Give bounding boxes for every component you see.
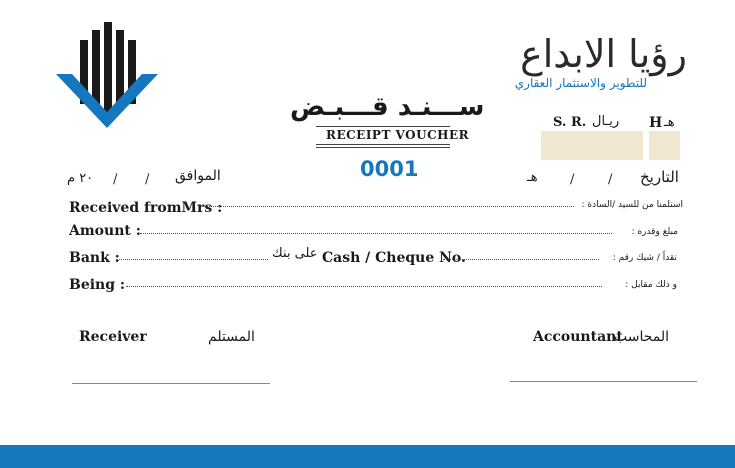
accountant-label-ar: المحاسب bbox=[614, 329, 670, 345]
cheque-line[interactable] bbox=[443, 259, 599, 260]
riyal-amount-box[interactable] bbox=[541, 131, 643, 160]
bank-label-ar: على بنك bbox=[272, 246, 318, 261]
date-slash-3: / bbox=[145, 172, 150, 187]
voucher-title-ar: ســـنـد قـــبـض bbox=[290, 92, 485, 122]
date-slash-2: / bbox=[570, 172, 575, 187]
bank-line[interactable] bbox=[116, 259, 268, 260]
voucher-title-en: RECEIPT VOUCHER bbox=[326, 128, 470, 142]
receiver-label: Receiver bbox=[79, 329, 147, 345]
receiver-label-ar: المستلم bbox=[208, 329, 255, 345]
gregorian-suffix: ٢٠ م bbox=[67, 171, 94, 186]
cheque-label-ar: نقداً / شيك رقم : bbox=[612, 253, 677, 263]
received-from-label: Received fromMrs : bbox=[69, 200, 223, 216]
company-tagline: للتطوير والاستثمار العقاري bbox=[514, 76, 647, 90]
received-from-line[interactable] bbox=[202, 206, 574, 207]
riyal-label: ريـال bbox=[592, 114, 620, 129]
date-label: التاريخ bbox=[640, 168, 679, 186]
received-from-label-ar: استلمنا من للسيد /السادة : bbox=[581, 200, 683, 210]
being-label: Being : bbox=[69, 277, 126, 293]
sr-label: S. R. bbox=[553, 115, 587, 130]
amount-label: Amount : bbox=[69, 223, 141, 239]
hijri-suffix: هـ bbox=[527, 170, 538, 185]
date-slash-4: / bbox=[113, 172, 118, 187]
bank-label: Bank : bbox=[69, 250, 120, 266]
amount-line[interactable] bbox=[140, 233, 612, 234]
h-label-en: H bbox=[649, 115, 663, 131]
receiver-signature-line[interactable] bbox=[72, 383, 270, 384]
corresponding-label: الموافق bbox=[175, 168, 221, 184]
halala-amount-box[interactable] bbox=[649, 131, 680, 160]
accountant-signature-line[interactable] bbox=[510, 381, 697, 382]
accountant-label: Accountant bbox=[533, 329, 623, 345]
date-slash-1: / bbox=[608, 172, 613, 187]
being-label-ar: و ذلك مقابل : bbox=[625, 280, 677, 290]
h-label-ar: هـ bbox=[664, 115, 675, 130]
being-line[interactable] bbox=[126, 286, 602, 287]
voucher-number: 0001 bbox=[360, 157, 419, 181]
bottom-brand-bar bbox=[0, 445, 735, 468]
company-name: رؤيا الابداع bbox=[520, 32, 687, 76]
company-logo-icon bbox=[54, 18, 160, 130]
cheque-label: Cash / Cheque No. bbox=[322, 250, 466, 266]
amount-label-ar: مبلغ وقدره : bbox=[631, 227, 678, 237]
